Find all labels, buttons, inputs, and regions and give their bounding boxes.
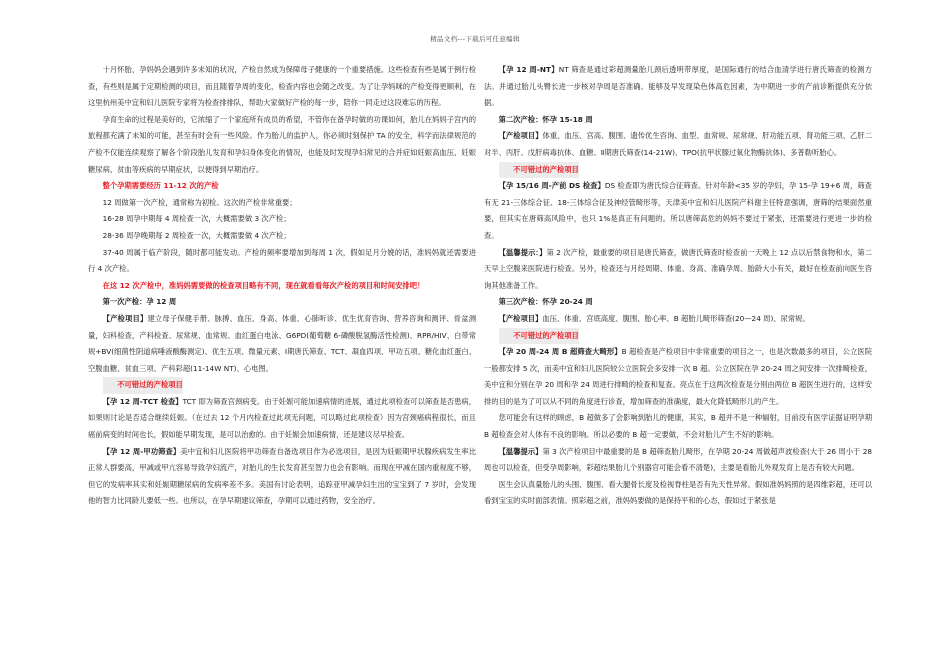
paragraph-text: 血压、体重、宫底高度、腹围、胎心率、B 超胎儿畸形筛查(20—24 周)、尿常规。 (542, 313, 810, 323)
red-heading: 整个孕期需要经历 11-12 次的产检 (102, 181, 219, 191)
tagged-paragraph (484, 311, 872, 328)
body-paragraph: 您可能会有这样的顾虑，B 超做多了会影响到胎儿的健康，其实，B 超并不是一种辐射，目前没有医学证据证明孕期 B 超检查会对人体有不良的影响。所以必要的 B 超一定要做，不会对胎儿产生不好的影响。 (484, 413, 872, 440)
highlight-heading-text: 不可错过的产检项目 (103, 377, 183, 394)
section-heading: 第三次产检：怀孕 20-24 周 (498, 297, 593, 307)
paragraph-text: B 超检查是产检项目中非常重要的项目之一，也是次数最多的项目，公立医院一般都安排 5 次，而美中宜和妇儿医院较公立医院会多安排一次 B 超。公立医院在孕 20-24 周之间安排一次排畸检查，美中宜和分别在孕 20 周和孕 24 周进行排畸的检查和复查。亮点在于这两次检查是分别由两位 B 超医生进行的，这样安排的目的是为了可以从不同的角度进行诊查，增加筛查的准确度，最大化降低畸形儿的产生。 (484, 347, 872, 406)
highlight-heading-text: 不可错过的产检项目 (499, 328, 579, 345)
body-paragraph: 医生会认真量胎儿的头围、腹围、看大腿骨长度及检视脊柱是否有先天性异常。假如准妈妈照的是四维彩超，还可以看到宝宝的实时面部表情。照彩超之前，准妈妈要做的是保持平和的心态，假如过于紧张是 (484, 479, 872, 506)
tagged-paragraph (484, 128, 872, 161)
body-paragraph: 十月怀胎，孕妈妈会遇到许多未知的状况，产检自然成为保障母子健康的一个重要措施。这些检查有些是属于例行检查，有些则是属于定期检测的项目，而且随着孕周的变化，检查内容也会随之改变。为了让孕妈咪的产检变得更顺利，在这里杭州美中宜和妇儿医院专家将为检查排排队，帮助大家做好产检的每一步，陪你一同走过这段难忘的历程。 (88, 65, 476, 108)
paragraph-text: NT 筛查是通过彩超测量胎儿颈后透明带厚度，是国际通行的结合血清学进行唐氏筛查的检测方法。并通过胎儿头臀长进一步核对孕周是否准确。能够及早发现染色体高危因素，为中期进一步的产前诊断提供充分依据。 (484, 65, 872, 108)
tagged-paragraph (484, 245, 872, 295)
paragraph-text: 建立母子保健手册、脉搏、血压、身高、体重、心肺听诊、优生优育咨询、营养咨询和测评、骨盆测量，妇科检查，产科检查、尿常规、血常规、血红蛋白电泳、G6PD(葡萄糖 6-磷酸脱氢酶活性检测)、RPR/HIV、白带常规+BV(细菌性阴道病唾液酸酶测定)、优生五项、微量元素、Ⅰ期唐氏筛查、TCT、凝血四项、甲功五项、糖化血红蛋白、空腹血糖、贫血三项、产科彩超(11-14W NT)、心电图。 (88, 313, 477, 373)
tagged-paragraph (88, 311, 476, 377)
body-paragraph: 37-40 周属于临产阶段，随时都可能发动。产检的频率要增加到每周 1 次，假如足月分娩的话，准妈妈就还需要进行 4 次产检。 (88, 247, 476, 274)
paragraph-text: 第 2 次产检，最重要的项目是唐氏筛查，做唐氏筛查时检查前一天晚上 12 点以后禁食物和水，第二天早上空腹来医院进行检查。另外，检查还与月经周期、体重、身高、准确孕周、胎龄大小有关，最好在检查前向医生咨询其他准备工作。 (484, 247, 872, 290)
paragraph-tag: 【孕 12 周-TCT 检查】 (102, 396, 183, 406)
tagged-paragraph (88, 444, 476, 510)
body-paragraph: 16-28 周孕中期每 4 周检查一次，大概需要做 3 次产检； (102, 214, 291, 224)
body-paragraph: 28-36 周孕晚期每 2 周检查一次，大概需要做 4 次产检； (102, 230, 291, 240)
paragraph-tag: 【温馨提示】 (498, 446, 543, 456)
section-heading: 第二次产检：怀孕 15-18 周 (498, 114, 593, 124)
body-paragraph: 孕育生命的过程是美好的，它浓缩了一个家庭所有成员的希望，不管你在备孕时做的功课如何，胎儿在妈妈子宫内的旅程都充满了未知的可能，甚至有时会有一些风险。作为胎儿的监护人，你必须时刻保护 TA 的安全，科学而法律规范的产检不仅能连续观察了解各个阶段胎儿发育和孕妇身体变化的情况，也能及时发现孕妇常见的合并症如妊娠高血压、妊娠糖尿病、贫血等疾病的早期症状，以便得到早期治疗。 (88, 114, 476, 174)
paragraph-tag: 【温馨提示：】 (498, 247, 547, 257)
tagged-paragraph (484, 178, 872, 244)
page-header: 精品文档---下载后可任意编辑 (430, 35, 520, 43)
paragraph-tag: 【产检项目】 (498, 313, 543, 323)
highlight-heading (484, 162, 872, 179)
paragraph-tag: 【孕 15/16 周-产前 DS 检查】 (498, 181, 605, 191)
paragraph-text: DS 检查即为唐氏综合征筛查。针对年龄<35 岁的孕妇，孕 15-孕 19+6 周，筛查有无 21-三体综合征、18-三体综合征及神经管畸形等，天津美中宜和妇儿医院产科谢主任特意强调，唐筛的结果面然重要，但其实在唐筛高风险中，也只 1%是真正有问题的。所以唐筛高危的妈妈不要过于紧张，还需要进行更进一步的检查。 (484, 181, 872, 240)
highlight-heading-text: 不可错过的产检项目 (499, 162, 579, 179)
red-heading: 在这 12 次产检中，准妈妈需要做的检查项目略有不同，现在就看看每次产检的项目和时间安排吧！ (102, 280, 425, 290)
paragraph-text: 第 3 次产检项目中最重要的是 B 超筛查胎儿畸形，在孕期 20-24 周做超声波检查(大于 26 周小于 28 周也可以检查，但受孕周影响，彩超结果胎儿个别器官可能会看不清楚)，主要是看胎儿外观发育上是否有较大问题。 (484, 446, 872, 473)
paragraph-text: TCT 即为筛查宫颈病变。由于妊娠可能加速病情的进展，通过此项检查可以筛查是否患病，如果则讨论是否适合继续妊娠。（在过去 12 个月内检查过此项无问题，可以略过此项检查）因为宫颈癌病程很长，而且癌前病变的时间也长，假如能早期发现，是可以治愈的。由于妊娠会加速病情，还是建议尽早检查。 (88, 396, 476, 440)
section-heading: 第一次产检：孕 12 周 (102, 297, 177, 307)
paragraph-tag: 【孕 12 周-甲功筛查】 (102, 446, 181, 456)
paragraph-text: 美中宜和妇儿医院将甲功筛查自备选项目作为必选项目，是因为妊娠期甲状腺疾病发生率比正常人群要高，甲减或甲亢容易导致孕妇流产，对胎儿的生长发育甚至智力也会有影响。而现在甲减在国内重视度不够，但它的发病率其实和妊娠期糖尿病的发病率差不多。美国有讨论表明，追踪亚甲减孕妇生出的宝宝到了 7 岁时，会发现他的智力比同龄儿要低一些。也所以，在孕早期建议筛查，孕期可以通过药物，安全治疗。 (88, 446, 476, 506)
tagged-paragraph (484, 444, 872, 477)
tagged-paragraph (88, 394, 476, 444)
left-column (88, 62, 476, 510)
paragraph-tag: 【产检项目】 (498, 131, 543, 141)
paragraph-tag: 【孕 20 周-24 周 B 超筛查大畸形】 (498, 347, 622, 357)
paragraph-tag: 【产检项目】 (102, 313, 148, 323)
highlight-heading (484, 328, 872, 345)
tagged-paragraph (484, 62, 872, 112)
paragraph-tag: 【孕 12 周-NT】 (498, 65, 559, 74)
right-column (484, 62, 872, 510)
tagged-paragraph (484, 344, 872, 410)
paragraph-text: 体重、血压、宫高、腹围、遗传优生咨询、血型、血常规、尿常规、肝功能五项、肾功能三项、乙肝二对半、丙肝、戊肝病毒抗体、血糖、Ⅱ期唐氏筛查(14-21W)、TPO(抗甲状腺过氧化物酶抗体)、多普勒听胎心。 (484, 131, 873, 157)
body-paragraph: 12 周做第一次产检，通常称为初检。这次的产检非常重要； (102, 197, 297, 207)
highlight-heading (88, 377, 476, 394)
